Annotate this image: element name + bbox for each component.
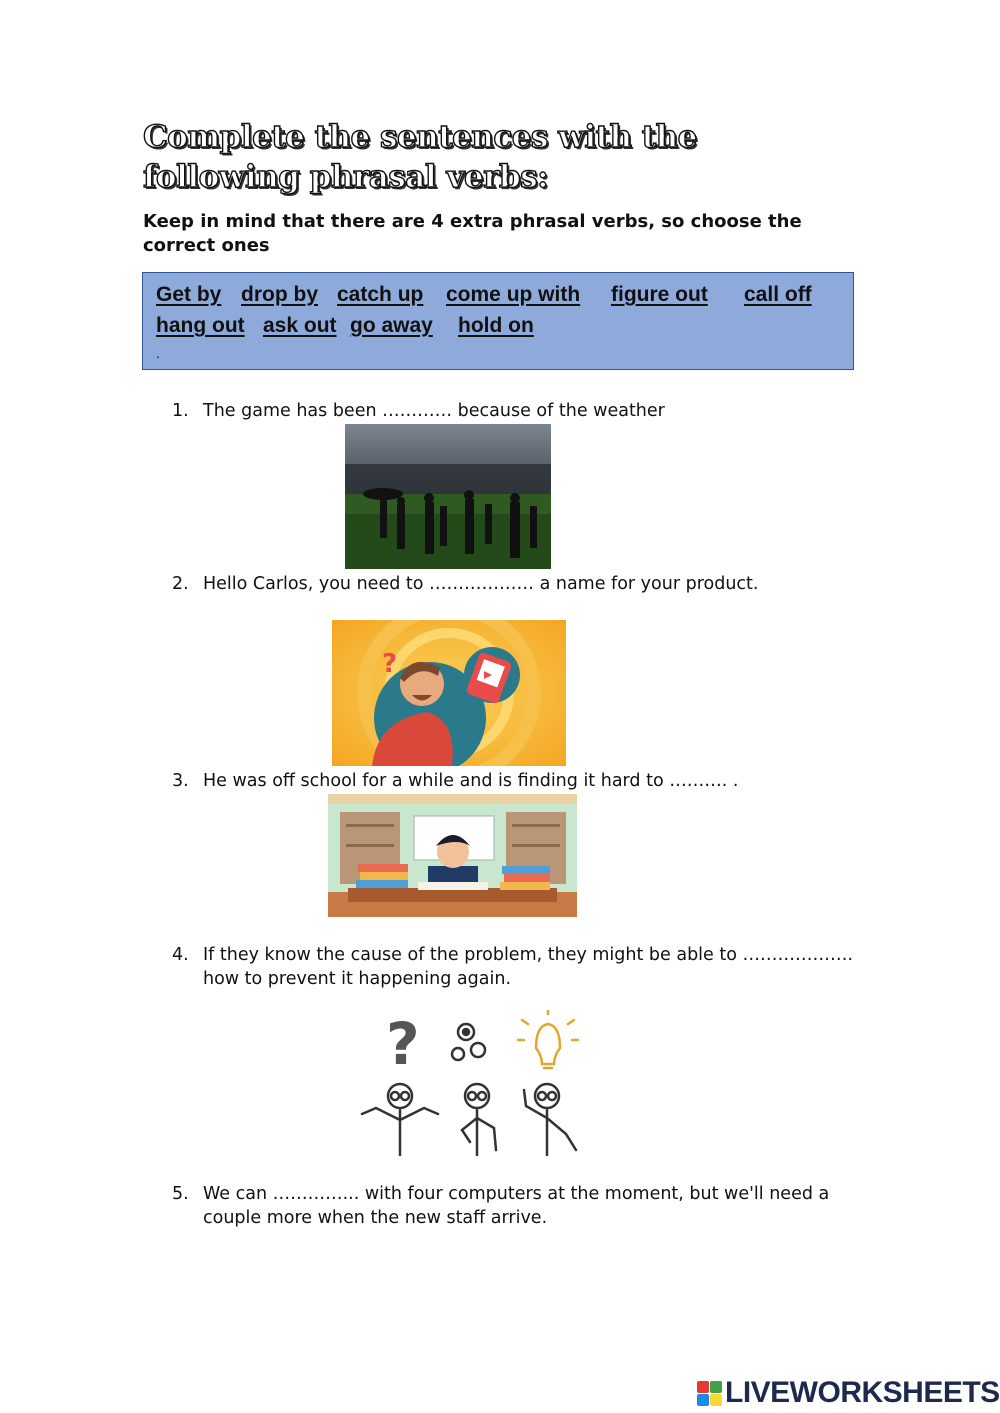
sentence-text: Hello Carlos, you need to ……………… a name for your product.: [203, 574, 759, 594]
sentence-number: 4.: [172, 945, 189, 965]
phrasal-verb-go-away: go away: [350, 314, 433, 337]
logo-square-yellow: [710, 1394, 722, 1406]
phrasal-verb-box: [142, 272, 854, 370]
sentence-text: The game has been ………… because of the weather: [203, 401, 665, 421]
sentence-number: 2.: [172, 574, 189, 594]
phrasal-verb-drop-by: drop by: [241, 283, 318, 306]
sentence-text: He was off school for a while and is finding it hard to ………. .: [203, 771, 739, 791]
worksheet-instructions: Keep in mind that there are 4 extra phrasal verbs, so choose the correct ones: [143, 211, 802, 256]
phrasal-verb-catch-up: catch up: [337, 283, 424, 306]
box-trailing-mark: .: [156, 345, 160, 361]
phrasal-verb-ask-out: ask out: [263, 314, 337, 337]
svg-text:?: ?: [382, 649, 398, 679]
sentence-text: If they know the cause of the problem, they might be able to ………………. how to prevent it happening again.: [203, 945, 854, 989]
sentence-number: 3.: [172, 771, 189, 791]
sentence-number: 1.: [172, 401, 189, 421]
stadium-rain-image: [345, 424, 551, 569]
liveworksheets-logo-icon: [697, 1381, 722, 1406]
worksheet-title: Complete the sentences with the following phrasal verbs:: [143, 119, 697, 195]
phrasal-verb-get-by: Get by: [156, 283, 222, 306]
sentence-2: [172, 572, 872, 596]
thinking-figures-illustration: [354, 1010, 580, 1160]
phrasal-verb-hang-out: hang out: [156, 314, 245, 337]
logo-square-red: [697, 1381, 709, 1393]
sentence-3: [172, 769, 872, 793]
phrasal-verb-call-off: call off: [744, 283, 812, 306]
svg-text:?: ?: [386, 1010, 420, 1078]
logo-square-blue: [697, 1394, 709, 1406]
thinking-man-illustration: [332, 620, 566, 766]
sentence-4: [172, 943, 872, 991]
liveworksheets-logo: [697, 1375, 1000, 1411]
sentence-number: 5.: [172, 1184, 189, 1204]
logo-square-green: [710, 1381, 722, 1393]
phrasal-verb-figure-out: figure out: [611, 283, 708, 306]
sentence-5: [172, 1182, 872, 1230]
phrasal-verb-hold-on: hold on: [458, 314, 534, 337]
sentence-1: [172, 399, 872, 423]
stressed-student-illustration: [328, 794, 577, 917]
liveworksheets-logo-text: LIVEWORKSHEETS: [725, 1376, 1000, 1409]
sentence-text: We can …………... with four computers at the moment, but we'll need a couple more when the new staff arrive.: [203, 1184, 830, 1228]
phrasal-verb-come-up-with: come up with: [446, 283, 581, 306]
